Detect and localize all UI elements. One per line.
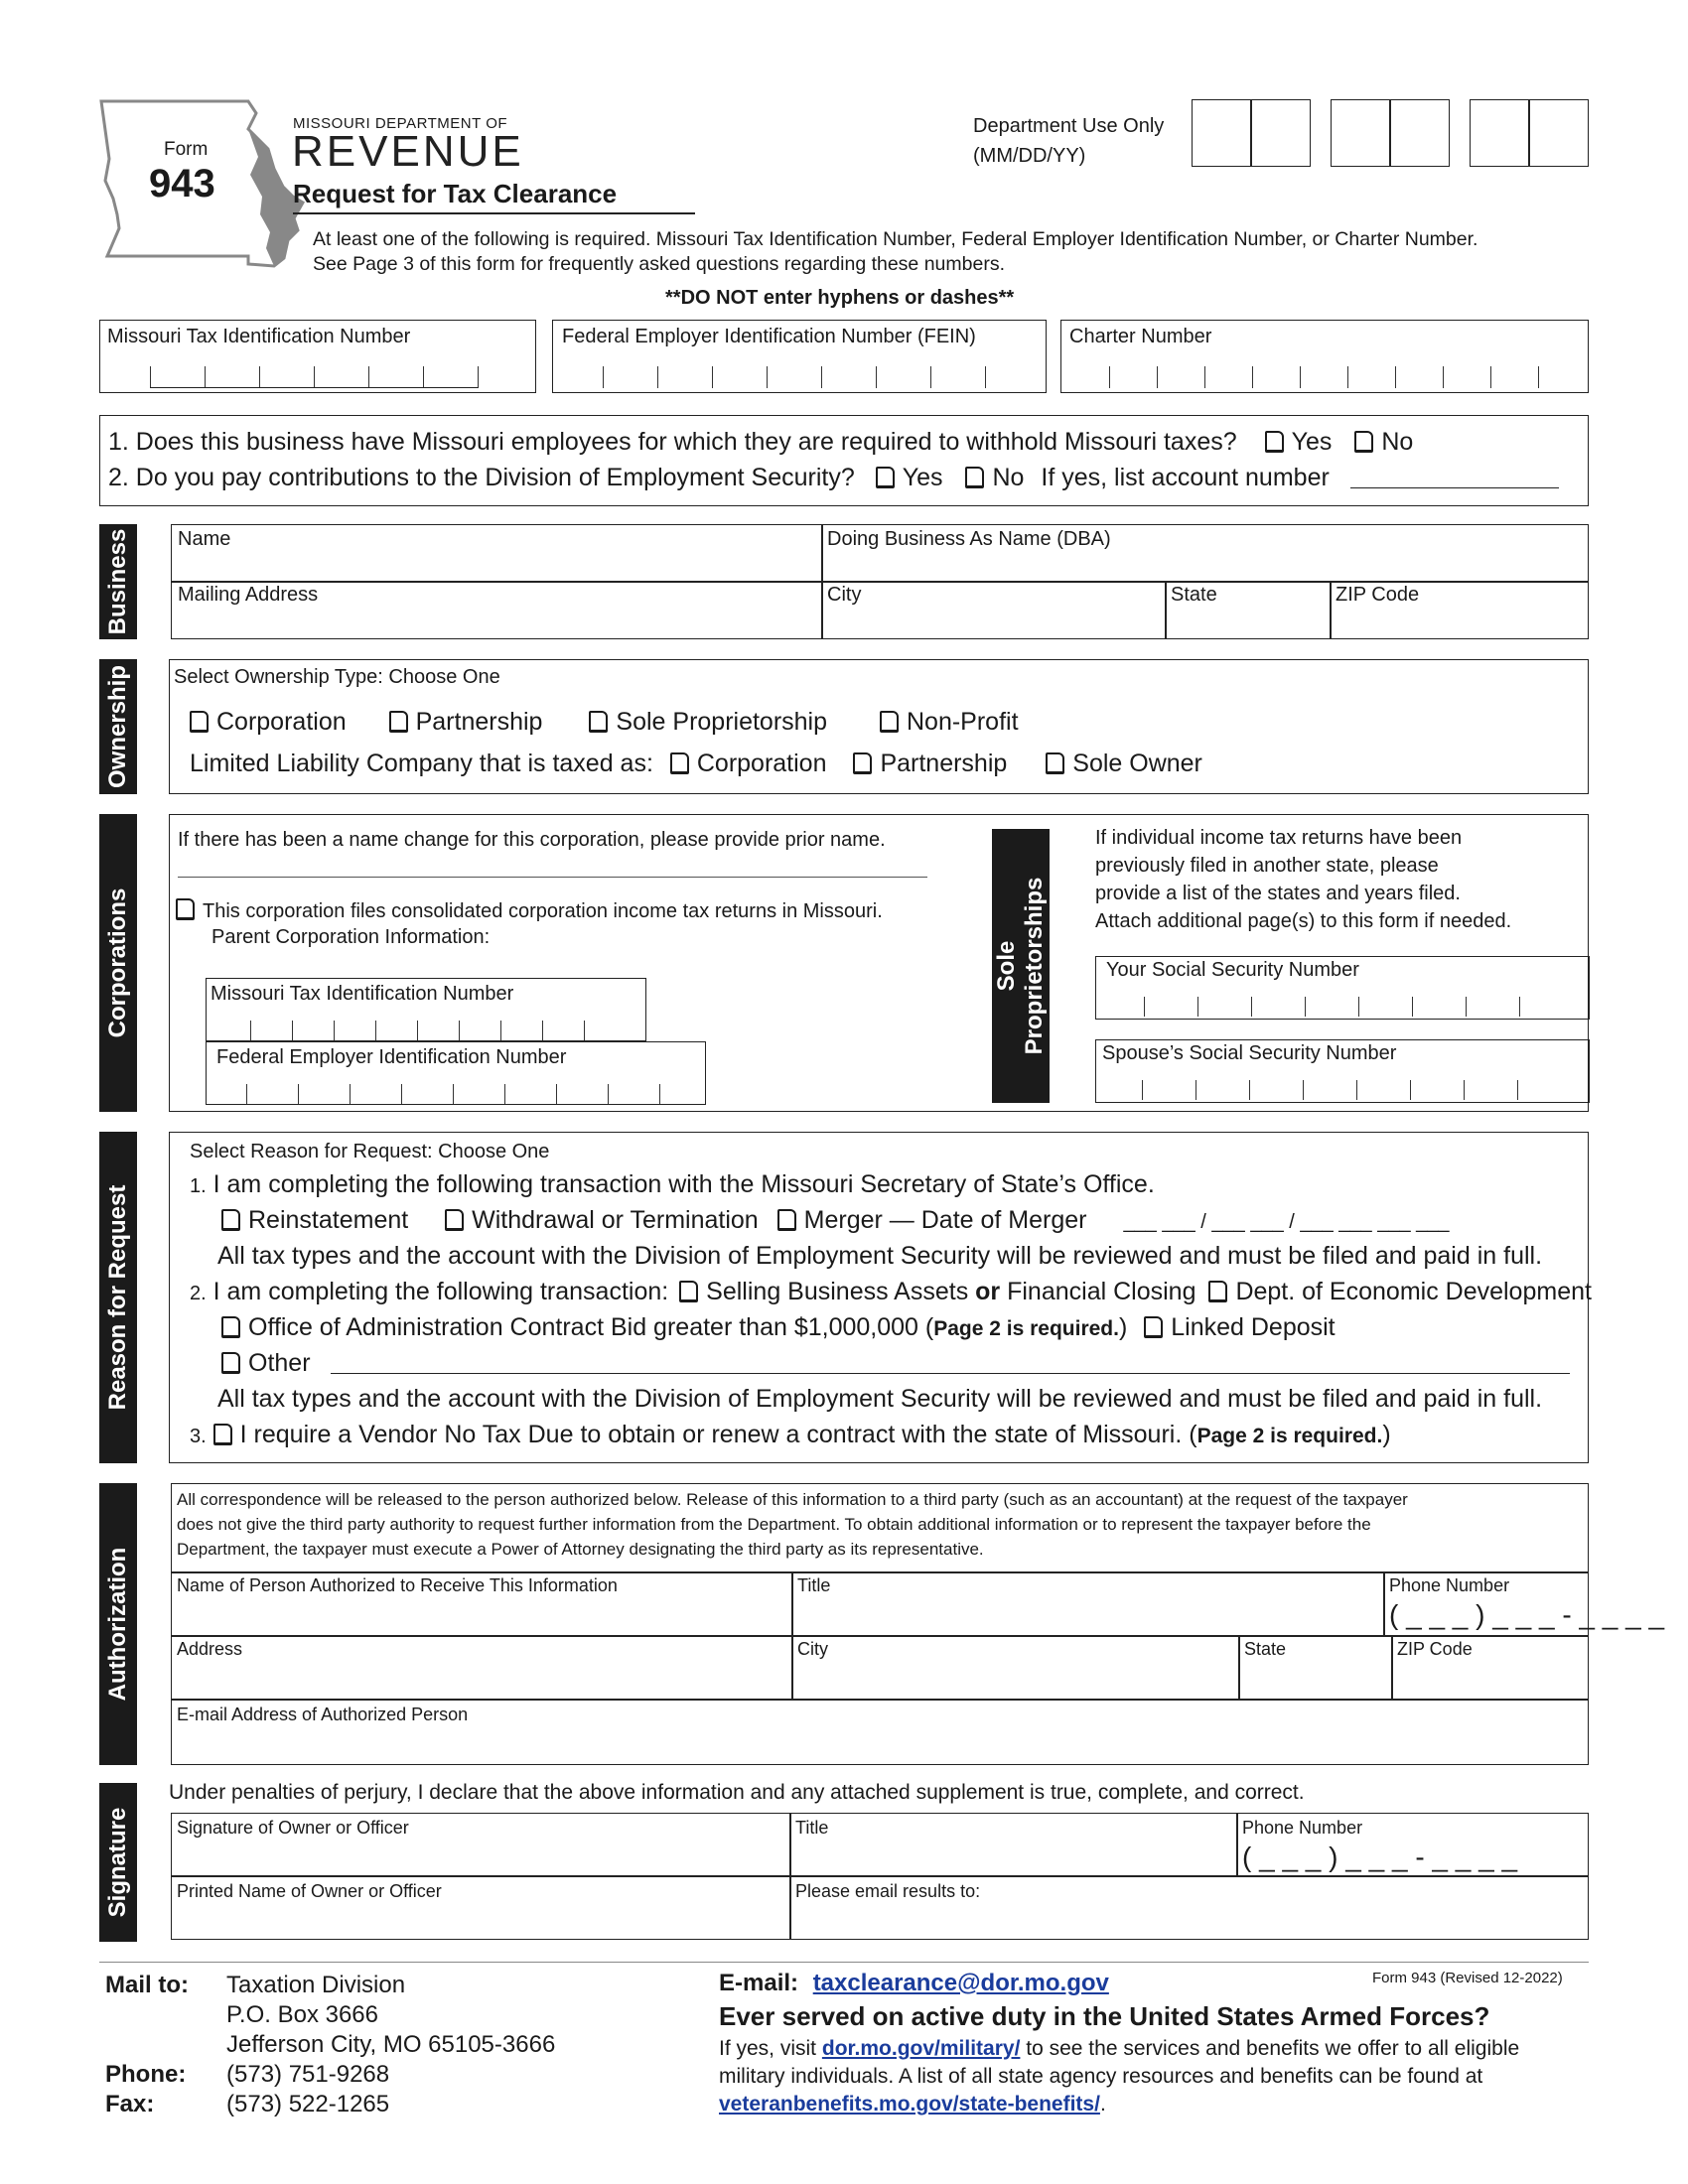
business-zip-label: ZIP Code	[1336, 584, 1420, 606]
auth-text-2: does not give the third party authority to request further information from the Department. To obtain additional information or to represent the taxpayer before the	[177, 1515, 1371, 1534]
missouri-tax-id-ticks	[150, 366, 488, 388]
your-ssn-label: Your Social Security Number	[1106, 959, 1359, 981]
authorization-box	[171, 1483, 1665, 1765]
llc-corporation-checkbox[interactable]	[670, 752, 689, 774]
email-link[interactable]: taxclearance@dor.mo.gov	[812, 1970, 1109, 1996]
charter-number-field[interactable]	[1060, 320, 1589, 393]
business-box	[171, 524, 1589, 639]
other-checkbox[interactable]	[221, 1352, 240, 1374]
form-word: Form	[164, 139, 209, 160]
business-state-label: State	[1171, 584, 1217, 606]
dept-use-year	[1470, 99, 1589, 167]
q2-yes-checkbox[interactable]	[876, 467, 895, 488]
veteran-benefits-link[interactable]: veteranbenefits.mo.gov/state-benefits/	[719, 2093, 1100, 2116]
dept-use-label: Department Use Only	[973, 115, 1165, 137]
sole-info-4: Attach additional page(s) to this form if needed.	[1095, 910, 1512, 932]
question-2: 2. Do you pay contributions to the Division of Employment Security? Yes No If yes, list account number	[108, 464, 1559, 492]
fein-field[interactable]	[552, 320, 1047, 393]
military-link[interactable]: dor.mo.gov/military/	[821, 2037, 1021, 2060]
llc-sole-owner-checkbox[interactable]	[1046, 752, 1064, 774]
auth-phone-label: Phone Number	[1389, 1575, 1510, 1595]
consolidated-row: This corporation files consolidated corporation income tax returns in Missouri.	[176, 898, 883, 923]
linked-deposit-checkbox[interactable]	[1144, 1316, 1163, 1338]
footer-divider	[99, 1962, 1589, 1963]
auth-name-label: Name of Person Authorized to Receive This Information	[177, 1575, 618, 1595]
merger-checkbox[interactable]	[777, 1209, 796, 1231]
parent-mo-tax-id-label: Missouri Tax Identification Number	[211, 983, 514, 1005]
charter-number-label: Charter Number	[1069, 326, 1212, 347]
dept-use-day	[1331, 99, 1450, 167]
reason-section-tab: Reason for Request	[99, 1132, 137, 1463]
q2-no-checkbox[interactable]	[965, 467, 984, 488]
parent-corp-label: Parent Corporation Information:	[211, 926, 491, 948]
military-line-2: military individuals. A list of all state agency resources and benefits can be found at	[719, 2065, 1483, 2088]
sole-proprietorship-checkbox[interactable]	[589, 711, 608, 733]
parent-fein-label: Federal Employer Identification Number	[216, 1046, 567, 1068]
business-section-tab: Business	[99, 524, 137, 639]
auth-city-label: City	[797, 1639, 828, 1659]
mail-address-1: Taxation Division	[226, 1972, 406, 1998]
intro-line-1: At least one of the following is required. Missouri Tax Identification Number, Federal Employer Identification Number, or Charter Number.	[313, 228, 1478, 250]
mailing-address-label: Mailing Address	[178, 584, 319, 606]
parent-mo-tax-id-field[interactable]	[206, 978, 646, 1041]
parent-fein-field[interactable]	[206, 1041, 706, 1105]
military-line-3: veteranbenefits.mo.gov/state-benefits/.	[719, 2093, 1106, 2116]
phone-label: Phone:	[105, 2061, 187, 2088]
mail-to-label: Mail to:	[105, 1972, 189, 1998]
dba-label: Doing Business As Name (DBA)	[827, 528, 1111, 550]
phone-number: (573) 751-9268	[226, 2061, 390, 2088]
corporations-section-tab: Corporations	[99, 814, 137, 1112]
email-results-label: Please email results to:	[795, 1881, 981, 1901]
sole-info-2: previously filed in another state, please	[1095, 855, 1439, 877]
title-underline	[293, 212, 695, 214]
withdrawal-checkbox[interactable]	[445, 1209, 464, 1231]
non-profit-checkbox[interactable]	[880, 711, 899, 733]
q1-yes-checkbox[interactable]	[1265, 431, 1284, 453]
ownership-box	[169, 659, 1589, 794]
printed-name-label: Printed Name of Owner or Officer	[177, 1881, 442, 1901]
reinstatement-checkbox[interactable]	[221, 1209, 240, 1231]
no-hyphens-notice: **DO NOT enter hyphens or dashes**	[665, 287, 1015, 309]
perjury-statement: Under penalties of perjury, I declare that the above information and any attached supplement is true, complete, and correct.	[169, 1781, 1305, 1804]
mail-address-2: P.O. Box 3666	[226, 2001, 378, 2028]
q1-no-checkbox[interactable]	[1354, 431, 1373, 453]
military-question: Ever served on active duty in the United States Armed Forces?	[719, 2001, 1490, 2031]
dept-use-format: (MM/DD/YY)	[973, 145, 1086, 167]
question-1: 1. Does this business have Missouri employees for which they are required to withhold Missouri taxes? Yes No	[108, 428, 1414, 456]
military-line-1: If yes, visit dor.mo.gov/military/ to see the services and benefits we offer to all eligible	[719, 2037, 1520, 2060]
form-title: Request for Tax Clearance	[293, 179, 618, 208]
form-number: 943	[149, 162, 215, 205]
prior-name-line[interactable]	[178, 877, 927, 878]
ownership-row-2: Limited Liability Company that is taxed as: Corporation Partnership Sole Owner	[190, 750, 1202, 777]
reason-2-note: All tax types and the account with the Division of Employment Security will be reviewed and must be filed and paid in full.	[217, 1385, 1543, 1413]
auth-text-3: Department, the taxpayer must execute a Power of Attorney designating the third party as its representative.	[177, 1540, 984, 1559]
reason-1: 1. I am completing the following transaction with the Missouri Secretary of State’s Office.	[190, 1170, 1155, 1198]
authorization-section-tab: Authorization	[99, 1483, 137, 1765]
ownership-row-1: Corporation Partnership Sole Proprietorship Non-Profit	[190, 708, 1019, 737]
reason-1-options: Reinstatement Withdrawal or Termination Merger — Date of Merger ___ ___ / ___ ___ / ___ ___ ___ ___	[221, 1206, 1450, 1235]
spouse-ssn-label: Spouse’s Social Security Number	[1102, 1042, 1397, 1064]
missouri-tax-id-field[interactable]	[99, 320, 536, 393]
dept-use-month	[1192, 99, 1311, 167]
econ-dev-checkbox[interactable]	[1208, 1281, 1227, 1302]
revision-note: Form 943 (Revised 12-2022)	[1372, 1970, 1563, 1986]
fax-label: Fax:	[105, 2091, 155, 2117]
reason-2-other: Other	[221, 1349, 1570, 1378]
signature-box	[171, 1813, 1589, 1940]
signature-label: Signature of Owner or Officer	[177, 1818, 409, 1838]
merger-date-field[interactable]: ___ ___ / ___ ___ / ___ ___ ___ ___	[1123, 1211, 1450, 1233]
name-change-label: If there has been a name change for this corporation, please provide prior name.	[178, 829, 886, 851]
other-line[interactable]	[331, 1373, 1570, 1374]
auth-zip-label: ZIP Code	[1397, 1639, 1473, 1659]
selling-assets-checkbox[interactable]	[679, 1281, 698, 1302]
missouri-tax-id-label: Missouri Tax Identification Number	[107, 326, 411, 347]
office-admin-checkbox[interactable]	[221, 1316, 240, 1338]
sole-proprietorships-tab: Sole Proprietorships	[992, 829, 1050, 1103]
corporation-checkbox[interactable]	[190, 711, 209, 733]
signature-section-tab: Signature	[99, 1783, 137, 1942]
auth-phone-mask[interactable]: ( _ _ _ ) _ _ _ - _ _ _ _	[1389, 1599, 1665, 1630]
llc-partnership-checkbox[interactable]	[853, 752, 872, 774]
vendor-no-tax-due-checkbox[interactable]	[213, 1424, 232, 1445]
consolidated-checkbox[interactable]	[176, 898, 195, 920]
auth-state-label: State	[1244, 1639, 1287, 1659]
partnership-checkbox[interactable]	[389, 711, 408, 733]
auth-address-label: Address	[177, 1639, 243, 1659]
auth-title-label: Title	[797, 1575, 831, 1595]
reason-box	[169, 1132, 1592, 1463]
auth-text-1: All correspondence will be released to the person authorized below. Release of this information to a third party (such as an accountant) at the request of the taxpayer	[177, 1490, 1408, 1509]
reason-1-note: All tax types and the account with the Division of Employment Security will be reviewed and must be filed and paid in full.	[217, 1242, 1543, 1270]
auth-email-label: E-mail Address of Authorized Person	[177, 1705, 469, 1724]
business-city-label: City	[827, 584, 862, 606]
reason-prompt: Select Reason for Request: Choose One	[190, 1141, 550, 1162]
ownership-section-tab: Ownership	[99, 659, 137, 794]
ownership-prompt: Select Ownership Type: Choose One	[174, 666, 500, 688]
fein-ticks	[603, 366, 1020, 388]
your-ssn-field[interactable]	[1095, 956, 1590, 1020]
questions-box	[99, 415, 1589, 506]
business-name-label: Name	[178, 528, 231, 550]
account-number-line[interactable]	[1350, 487, 1559, 488]
sole-info-1: If individual income tax returns have been	[1095, 827, 1463, 849]
mail-address-3: Jefferson City, MO 65105-3666	[226, 2031, 556, 2058]
sig-phone-label: Phone Number	[1242, 1818, 1363, 1838]
fax-number: (573) 522-1265	[226, 2091, 390, 2117]
reason-3: 3. I require a Vendor No Tax Due to obtain or renew a contract with the state of Missouri. (Page 2 is required.)	[190, 1421, 1391, 1448]
sole-info-3: provide a list of the states and years filed.	[1095, 883, 1461, 904]
sig-phone-mask[interactable]: ( _ _ _ ) _ _ _ - _ _ _ _	[1242, 1842, 1518, 1872]
corporations-box	[169, 814, 1589, 1112]
sig-title-label: Title	[795, 1818, 829, 1838]
spouse-ssn-field[interactable]	[1095, 1039, 1590, 1103]
email-row: E-mail: taxclearance@dor.mo.gov	[719, 1970, 1109, 1996]
intro-line-2: See Page 3 of this form for frequently asked questions regarding these numbers.	[313, 253, 1005, 275]
agency-small: MISSOURI DEPARTMENT OF	[293, 115, 508, 132]
reason-2-options: Office of Administration Contract Bid greater than $1,000,000 (Page 2 is required.) Linked Deposit	[221, 1313, 1336, 1342]
revenue-logo: REVENUE	[292, 127, 524, 176]
fein-label: Federal Employer Identification Number (FEIN)	[562, 326, 976, 347]
reason-2: 2. I am completing the following transaction: Selling Business Assets or Financial Closing Dept. of Economic Development	[190, 1278, 1592, 1305]
charter-ticks	[1109, 366, 1586, 388]
